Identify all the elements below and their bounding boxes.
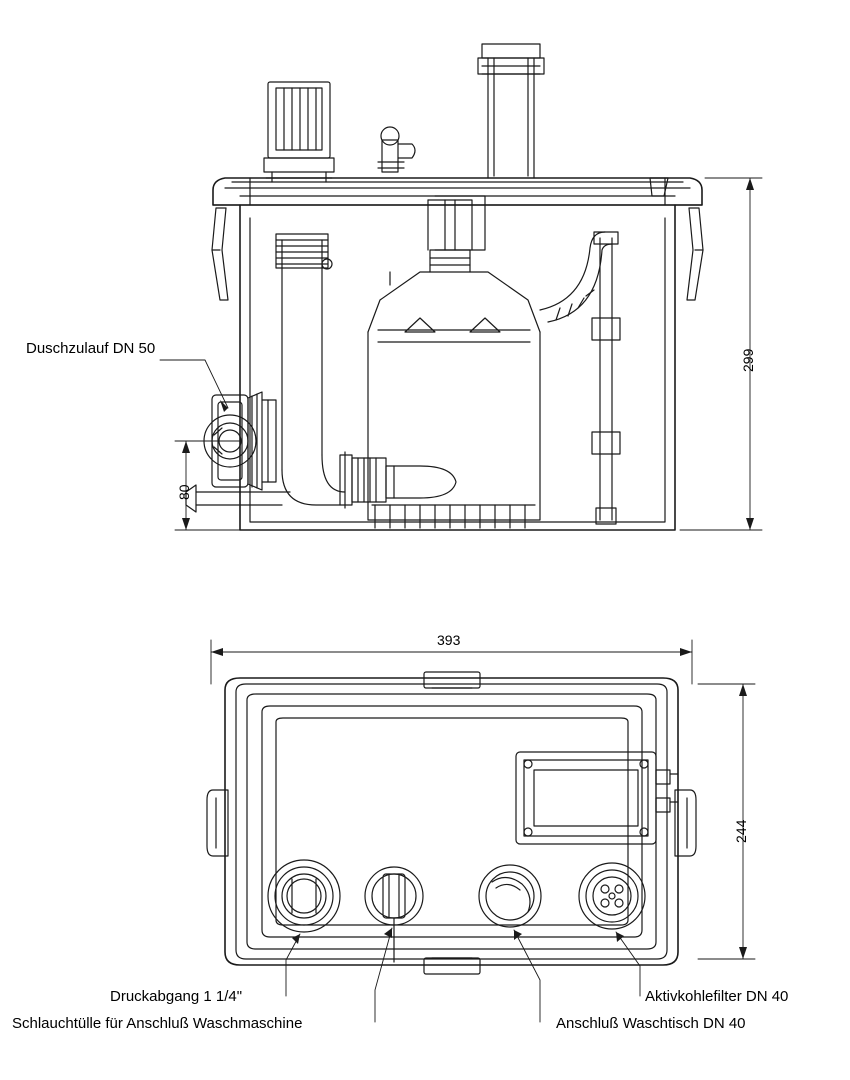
flexible-hose [540,232,612,322]
pressure-outlet-port [268,860,340,932]
washbasin-port [479,865,541,927]
valve-nozzle [340,452,456,508]
left-vertical-pipe [186,234,345,512]
vent-pipe [478,44,544,178]
dimension-width-total: 393 [437,632,461,648]
dimension-height-total: 299 [740,348,756,372]
control-box [516,752,678,844]
guide-rod [592,232,620,524]
washing-machine-port [365,867,423,962]
dimension-depth-total: 244 [733,819,749,843]
callout-shower-inlet: Duschzulauf DN 50 [26,340,156,357]
side-view-geometry [186,44,703,530]
callout-washing-machine-hose: Schlauchtülle für Anschluß Waschmaschine [12,1015,303,1032]
carbon-filter-port [579,863,645,929]
callout-washbasin-connection: Anschluß Waschtisch DN 40 [556,1015,746,1032]
carbon-filter-stack [264,82,334,182]
callout-activated-carbon-filter: Aktivkohlefilter DN 40 [645,988,789,1005]
small-top-fitting [378,127,415,172]
callout-pressure-outlet: Druckabgang 1 1/4" [110,988,243,1005]
dimension-inlet-height: 80 [176,484,192,500]
top-view-geometry [207,672,696,974]
